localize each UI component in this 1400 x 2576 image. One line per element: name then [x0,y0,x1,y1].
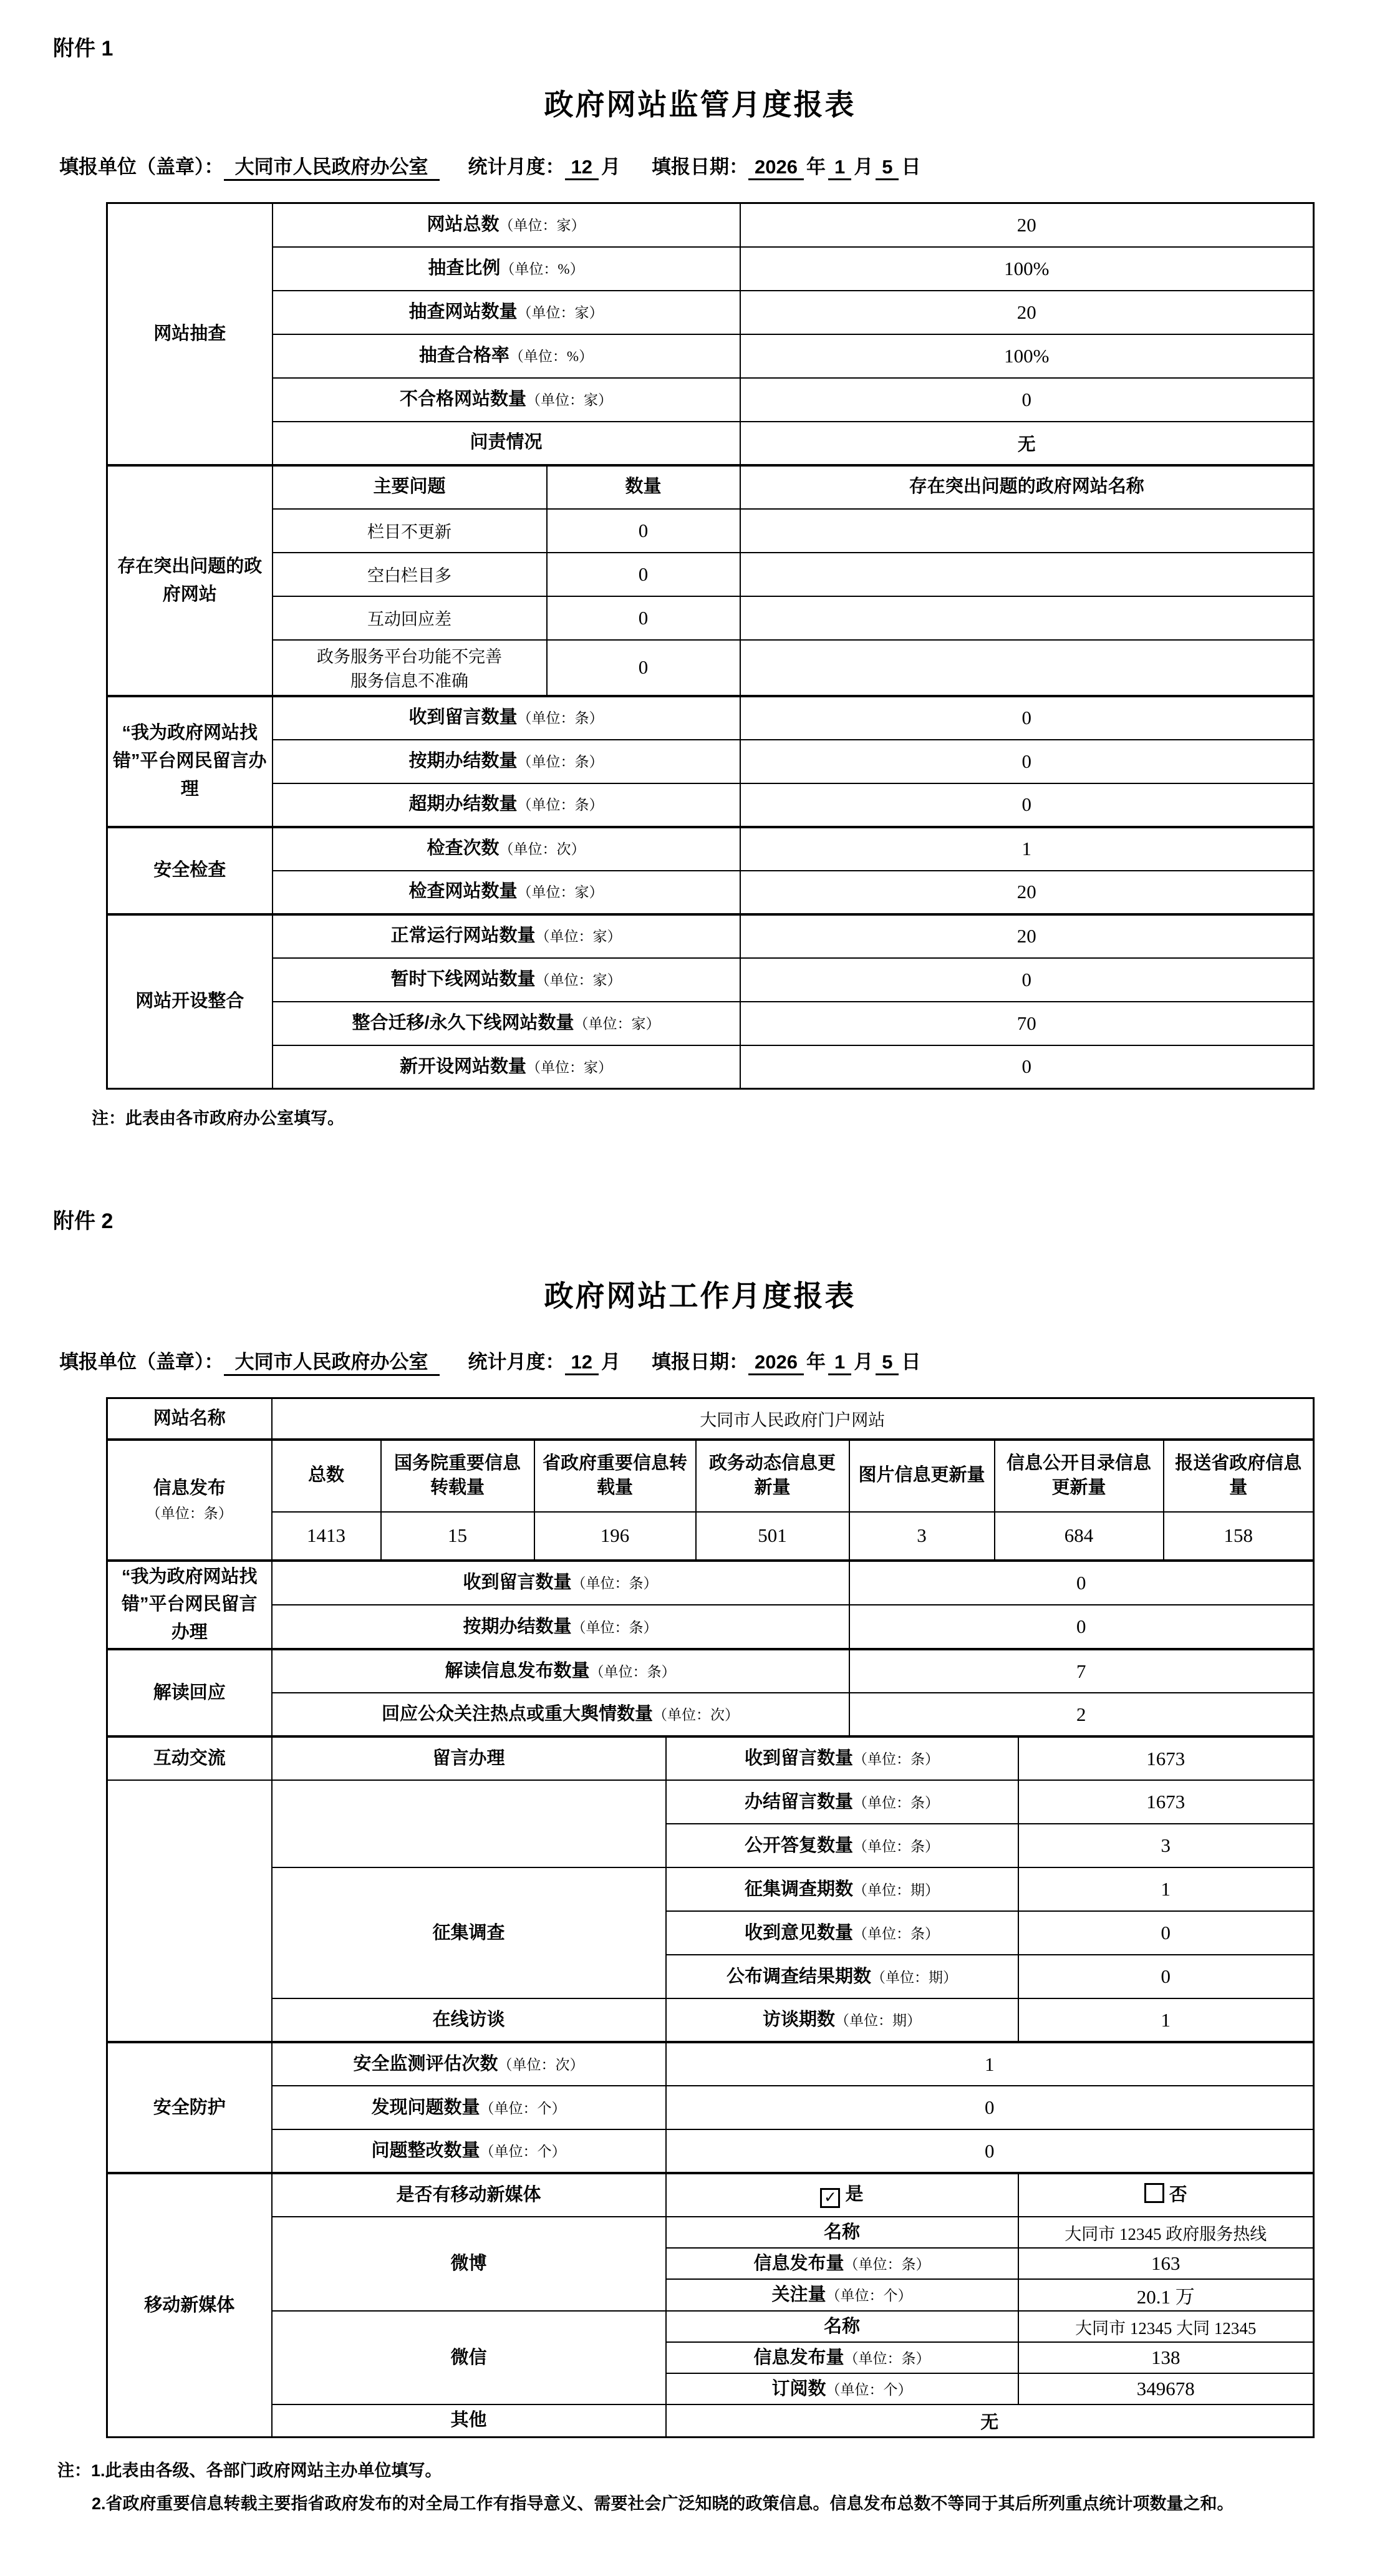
form-header-2 [59,1346,1400,1376]
row-value: 0 [740,378,1314,422]
problem-names [740,553,1314,596]
table-row [107,2042,1314,2086]
check-icon: ✓ [824,2189,837,2207]
row-label: 新开设网站数量（单位：家） [273,1045,740,1089]
supervision-table [106,202,1315,1090]
table-row [107,509,1314,553]
cell-value: 684 [995,1512,1164,1561]
table-row [107,1780,1314,1824]
month-suffix: 月 [854,1351,874,1373]
row-label: 不合格网站数量（单位：家） [273,378,740,422]
table-row [107,1398,1314,1440]
table-row [107,1605,1314,1649]
problem-count: 0 [547,509,740,553]
group-label-mobile: 移动新媒体 [107,2173,272,2437]
table2-note-line2: 2.省政府重要信息转载主要指省政府发布的对全局工作有指导意义、需要社会广泛知晓的政策信息。信息发布总数不等同于其后所列重点统计项数量之和。 [92,2494,1234,2513]
problem-names [740,640,1314,696]
empty-cell [272,1780,666,1867]
row-value: 1 [740,827,1314,871]
row-label: 是否有移动新媒体 [272,2173,666,2217]
table-row [107,1045,1314,1089]
table1-title: 政府网站监管月度报表 [544,88,856,121]
column-header: 信息公开目录信息更新量 [995,1440,1164,1512]
site-name-label: 网站名称 [107,1398,272,1440]
column-header: 图片信息更新量 [849,1440,995,1512]
date-year: 2026 [748,156,804,180]
row-value: 20 [740,291,1314,334]
cell-value: 158 [1164,1512,1314,1561]
date-day: 5 [876,156,899,180]
row-value: 1 [666,2042,1314,2086]
row-value: 0 [849,1605,1314,1649]
row-label: 回应公众关注热点或重大舆情数量（单位：次） [272,1693,849,1736]
date-label: 填报日期： [651,156,748,178]
table-row [107,2311,1314,2342]
table-row [107,1693,1314,1736]
date-day: 5 [876,1351,899,1375]
row-label: 信息发布量（单位：条） [666,2248,1018,2279]
group-label-problems: 存在突出问题的政府网站 [107,465,273,696]
period-label: 统计月度： [468,1351,565,1373]
table-row [107,2404,1314,2437]
table-row [107,1867,1314,1911]
problem-count: 0 [547,596,740,640]
mobile-yes-option: ✓ 是 [666,2173,1018,2217]
date-year: 2026 [748,1351,804,1375]
problem-label: 栏目不更新 [273,509,547,553]
table-row [107,914,1314,958]
form-header-1 [59,151,1400,181]
period-suffix: 月 [601,156,620,178]
row-value: 无 [666,2404,1314,2437]
group-label-interact: 互动交流 [107,1736,272,1780]
period-value: 12 [565,156,599,180]
problem-count: 0 [547,640,740,696]
unit-label: 填报单位（盖章）： [59,156,224,178]
row-label: 公布调查结果期数（单位：期） [666,1955,1018,1998]
date-month: 1 [828,156,851,180]
problem-count: 0 [547,553,740,596]
row-value: 0 [849,1561,1314,1605]
table-row [107,553,1314,596]
group-label-info-pub: 信息发布 （单位：条） [107,1440,272,1561]
table-row [107,203,1314,247]
row-value: 0 [740,740,1314,783]
row-label: 收到留言数量（单位：条） [272,1561,849,1605]
row-value: 1673 [1018,1780,1314,1824]
table-row [107,2173,1314,2217]
row-label: 收到留言数量（单位：条） [273,696,740,740]
row-label: 征集调查期数（单位：期） [666,1867,1018,1911]
table-row [107,422,1314,465]
table-row [107,247,1314,291]
day-suffix: 日 [901,156,921,178]
row-label: 办结留言数量（单位：条） [666,1780,1018,1824]
row-value: 0 [740,783,1314,827]
row-value: 0 [666,2129,1314,2173]
row-label: 检查网站数量（单位：家） [273,871,740,914]
table1-note: 注：此表由各市政府办公室填写。 [92,1109,344,1128]
row-label: 收到意见数量（单位：条） [666,1911,1018,1955]
subgroup-label: 在线访谈 [272,1998,666,2042]
cell-value: 501 [696,1512,849,1561]
row-label: 抽查网站数量（单位：家） [273,291,740,334]
row-label: 关注量（单位：个） [666,2279,1018,2311]
row-label: 整合迁移/永久下线网站数量（单位：家） [273,1002,740,1045]
table2-note-line1: 注：1.此表由各级、各部门政府网站主办单位填写。 [57,2461,442,2480]
row-label: 名称 [666,2311,1018,2342]
row-value: 0 [740,1045,1314,1089]
group-label-complaints: “我为政府网站找错”平台网民留言办理 [107,1561,272,1650]
subgroup-label-weibo: 微博 [272,2217,666,2311]
subgroup-label: 征集调查 [272,1867,666,1998]
row-value: 20 [740,914,1314,958]
table-row [107,465,1314,509]
row-value: 3 [1018,1824,1314,1867]
row-label: 检查次数（单位：次） [273,827,740,871]
month-suffix: 月 [854,156,874,178]
row-value: 1673 [1018,1736,1314,1780]
table-row [107,1512,1314,1561]
empty-cell [107,1780,272,2042]
row-value: 0 [740,696,1314,740]
column-header: 政务动态信息更新量 [696,1440,849,1512]
column-header-names: 存在突出问题的政府网站名称 [740,465,1314,509]
column-header: 总数 [272,1440,381,1512]
date-label: 填报日期： [651,1351,748,1373]
row-value: 0 [666,2086,1314,2129]
table-row [107,2217,1314,2248]
row-value: 1 [1018,1998,1314,2042]
row-value: 100% [740,334,1314,378]
row-value: 1 [1018,1867,1314,1911]
work-report-table [106,1397,1315,2438]
row-label: 问题整改数量（单位：个） [272,2129,666,2173]
period-label: 统计月度： [468,156,565,178]
column-header: 省政府重要信息转载量 [534,1440,696,1512]
group-label-complaints: “我为政府网站找错”平台网民留言办理 [107,696,273,827]
row-label: 正常运行网站数量（单位：家） [273,914,740,958]
row-label: 按期办结数量（单位：条） [273,740,740,783]
group-label-security-check: 安全检查 [107,827,273,914]
year-suffix: 年 [806,1351,826,1373]
checkbox-checked-icon [820,2188,840,2208]
row-label: 暂时下线网站数量（单位：家） [273,958,740,1002]
row-value: 20.1 万 [1018,2279,1314,2311]
table-row [107,334,1314,378]
row-value: 7 [849,1649,1314,1693]
table-row [107,740,1314,783]
date-month: 1 [828,1351,851,1375]
table-row [107,1649,1314,1693]
problem-label: 互动回应差 [273,596,547,640]
row-value: 163 [1018,2248,1314,2279]
row-label: 收到留言数量（单位：条） [666,1736,1018,1780]
table-row [107,827,1314,871]
table-row [107,958,1314,1002]
row-value: 大同市 12345 大同 12345 [1018,2311,1314,2342]
row-label: 抽查合格率（单位：%） [273,334,740,378]
table-row [107,291,1314,334]
attachment1-label: 附件 1 [53,37,113,61]
cell-value: 1413 [272,1512,381,1561]
subgroup-label-wechat: 微信 [272,2311,666,2404]
group-label-security: 安全防护 [107,2042,272,2173]
table-row [107,1561,1314,1605]
period-suffix: 月 [601,1351,620,1373]
row-label: 名称 [666,2217,1018,2248]
group-label-sampling: 网站抽查 [107,203,273,465]
group-label-interpret: 解读回应 [107,1649,272,1736]
row-value: 20 [740,871,1314,914]
table2-title: 政府网站工作月度报表 [544,1279,856,1312]
checkbox-unchecked-icon [1144,2183,1164,2203]
row-value: 0 [740,958,1314,1002]
table-row [107,378,1314,422]
subgroup-label-other: 其他 [272,2404,666,2437]
row-value: 无 [740,422,1314,465]
row-value: 100% [740,247,1314,291]
row-label: 访谈期数（单位：期） [666,1998,1018,2042]
row-label: 发现问题数量（单位：个） [272,2086,666,2129]
subgroup-label: 留言办理 [272,1736,666,1780]
row-label: 抽查比例（单位：%） [273,247,740,291]
unit-label: 填报单位（盖章）： [59,1351,224,1373]
day-suffix: 日 [901,1351,921,1373]
table-row [107,640,1314,696]
row-label: 超期办结数量（单位：条） [273,783,740,827]
unit-value: 大同市人民政府办公室 [224,1346,440,1376]
table-row [107,2086,1314,2129]
row-label: 问责情况 [273,422,740,465]
column-header: 国务院重要信息转载量 [381,1440,534,1512]
cell-value: 3 [849,1512,995,1561]
mobile-no-option: 否 [1018,2173,1314,2217]
table-row [107,2129,1314,2173]
row-label: 按期办结数量（单位：条） [272,1605,849,1649]
problem-label: 空白栏目多 [273,553,547,596]
table-row [107,1736,1314,1780]
row-value: 大同市 12345 政府服务热线 [1018,2217,1314,2248]
cell-value: 15 [381,1512,534,1561]
unit-value: 大同市人民政府办公室 [224,151,440,181]
year-suffix: 年 [806,156,826,178]
row-value: 0 [1018,1955,1314,1998]
table-row [107,696,1314,740]
group-label-integration: 网站开设整合 [107,914,273,1089]
table2-notes [57,2457,1400,2514]
row-value: 0 [1018,1911,1314,1955]
problem-names [740,596,1314,640]
row-value: 70 [740,1002,1314,1045]
attachment2-label: 附件 2 [53,1209,113,1233]
row-label: 信息发布量（单位：条） [666,2342,1018,2373]
row-value: 2 [849,1693,1314,1736]
table-row [107,1440,1314,1512]
table-row [107,1998,1314,2042]
row-value: 349678 [1018,2373,1314,2404]
row-value: 138 [1018,2342,1314,2373]
row-label: 安全监测评估次数（单位：次） [272,2042,666,2086]
table-row [107,596,1314,640]
row-label: 解读信息发布数量（单位：条） [272,1649,849,1693]
problem-label: 政务服务平台功能不完善 服务信息不准确 [273,640,547,696]
site-name-value: 大同市人民政府门户网站 [272,1398,1314,1440]
column-header: 报送省政府信息量 [1164,1440,1314,1512]
column-header-problem: 主要问题 [273,465,547,509]
row-label: 公开答复数量（单位：条） [666,1824,1018,1867]
row-label: 订阅数（单位：个） [666,2373,1018,2404]
table-row [107,1002,1314,1045]
cell-value: 196 [534,1512,696,1561]
period-value: 12 [565,1351,599,1375]
table-row [107,871,1314,914]
row-label: 网站总数（单位：家） [273,203,740,247]
row-value: 20 [740,203,1314,247]
table-row [107,783,1314,827]
problem-names [740,509,1314,553]
column-header-count: 数量 [547,465,740,509]
